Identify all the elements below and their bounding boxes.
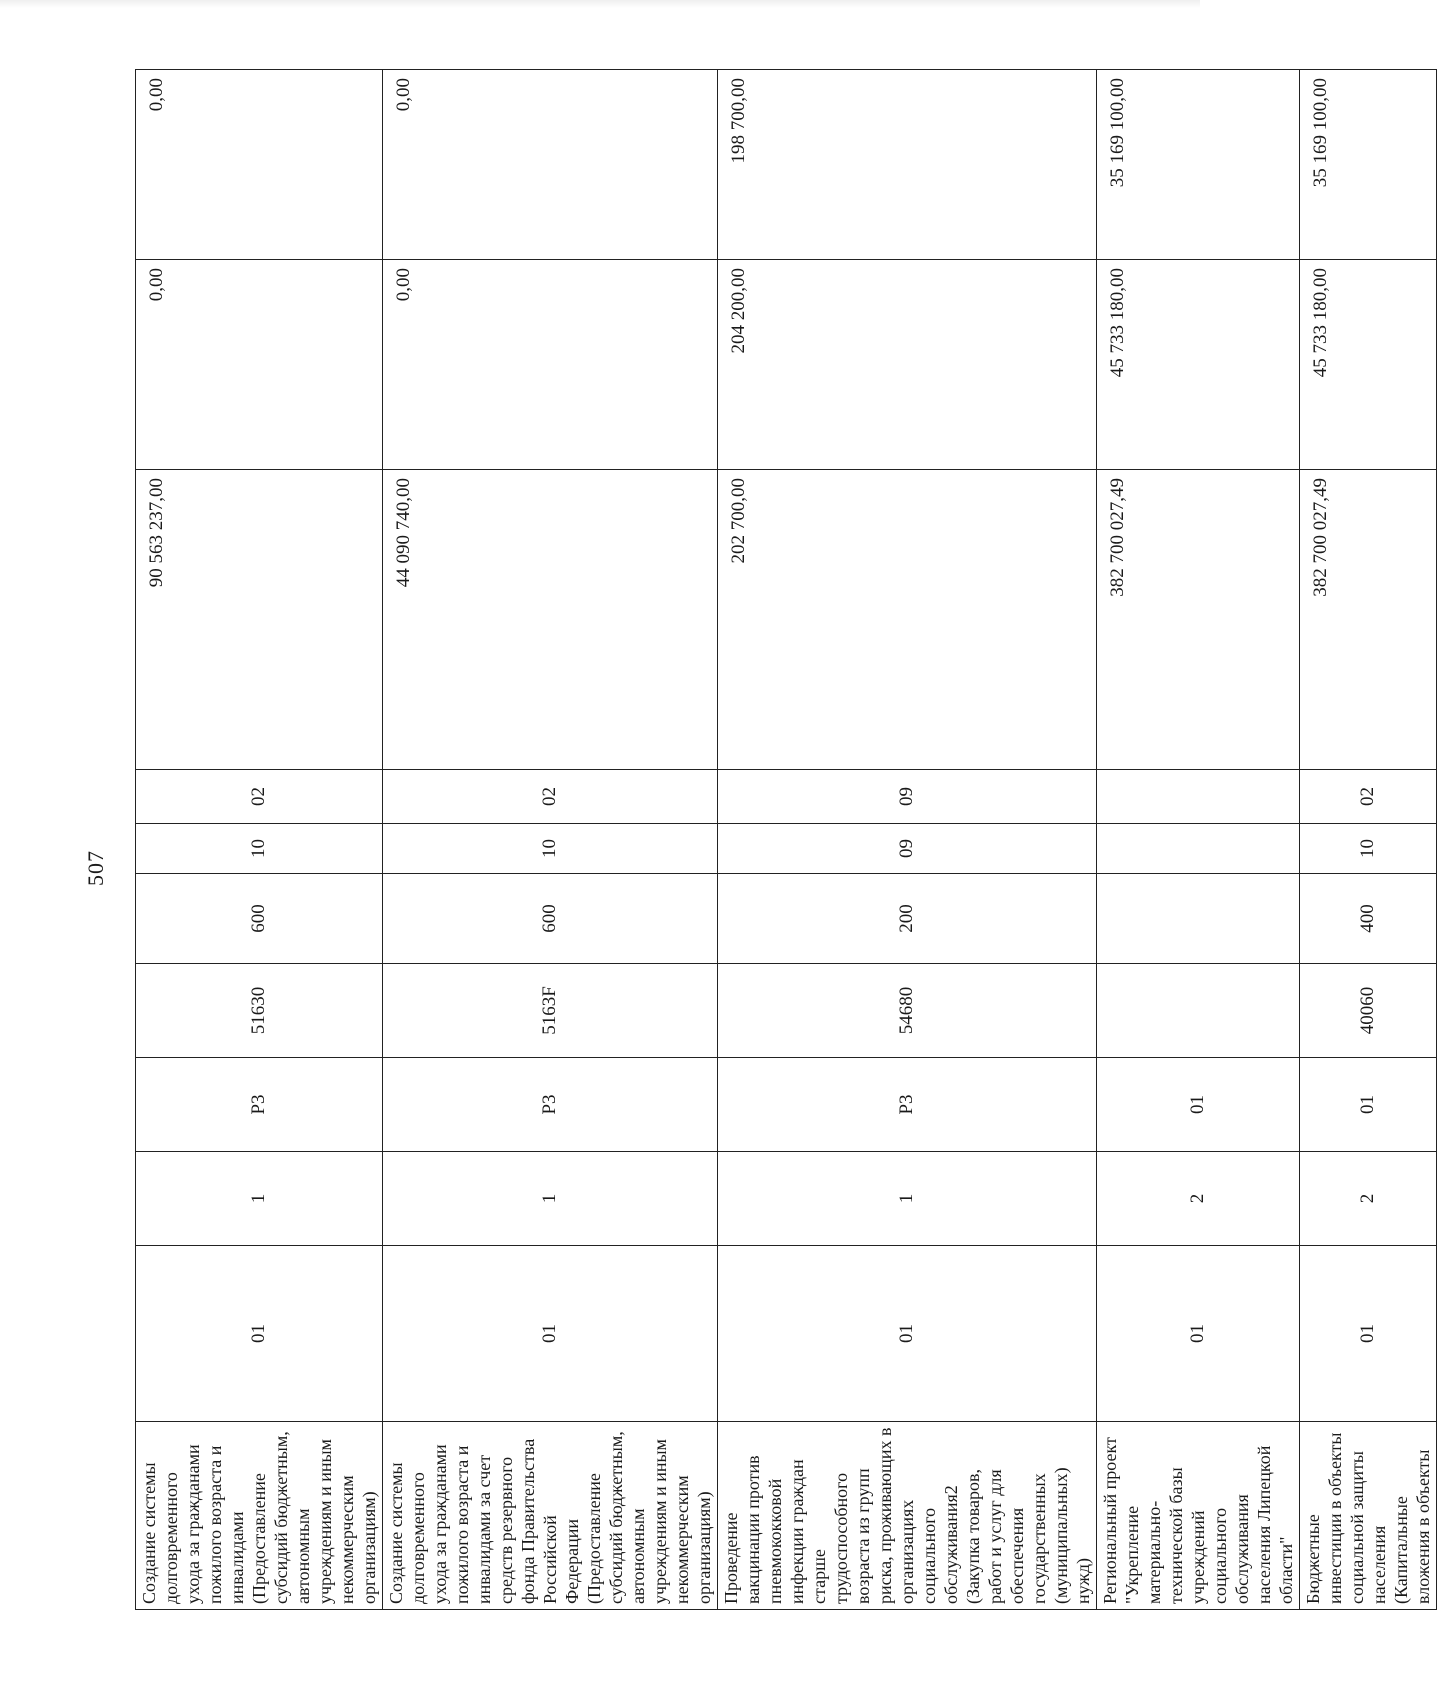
cell-program: 01 [718, 1246, 1097, 1422]
cell-section: 10 [136, 824, 383, 874]
cell-section: 10 [1300, 824, 1437, 874]
cell-subprogram: 2 [1097, 1152, 1300, 1246]
cell-amount-2: 45 733 180,00 [1300, 260, 1437, 470]
cell-project: 01 [1300, 1058, 1437, 1152]
table-row [1097, 70, 1300, 1610]
cell-section: 09 [718, 824, 1097, 874]
cell-direction: 51630 [136, 964, 383, 1058]
table-row [136, 70, 383, 1610]
scan-edge [0, 0, 1200, 8]
cell-amount-2: 0,00 [136, 260, 383, 470]
cell-amount-1: 90 563 237,00 [136, 470, 383, 770]
cell-expense-type: 200 [718, 874, 1097, 964]
cell-amount-2: 0,00 [383, 260, 718, 470]
cell-subprogram: 2 [1300, 1152, 1437, 1246]
cell-subprogram: 1 [383, 1152, 718, 1246]
cell-section [1097, 824, 1300, 874]
cell-subprogram: 1 [718, 1152, 1097, 1246]
cell-amount-3: 0,00 [136, 70, 383, 260]
cell-program: 01 [1300, 1246, 1437, 1422]
cell-section: 10 [383, 824, 718, 874]
cell-project: P3 [136, 1058, 383, 1152]
row-description: Создание системы долговременного ухода за гражданами пожилого возраста и инвалидами (Предоставление субсидий бюджетным, автономным учреждениям и иным некоммерческим организациям) [136, 1422, 383, 1610]
cell-expense-type [1097, 874, 1300, 964]
row-description: Региональный проект "Укрепление материально-технической базы учреждений социального обслуживания населения Липецкой области" [1097, 1422, 1300, 1610]
cell-amount-3: 35 169 100,00 [1300, 70, 1437, 260]
cell-amount-1: 44 090 740,00 [383, 470, 718, 770]
cell-amount-1: 382 700 027,49 [1300, 470, 1437, 770]
cell-project: P3 [718, 1058, 1097, 1152]
cell-program: 01 [383, 1246, 718, 1422]
cell-subsection: 02 [136, 770, 383, 824]
table-row [383, 70, 718, 1610]
cell-amount-3: 35 169 100,00 [1097, 70, 1300, 260]
cell-direction: 54680 [718, 964, 1097, 1058]
cell-amount-3: 0,00 [383, 70, 718, 260]
budget-table [135, 69, 1437, 1610]
cell-project: P3 [383, 1058, 718, 1152]
rotated-table-wrapper [135, 70, 1433, 1610]
cell-program: 01 [1097, 1246, 1300, 1422]
cell-subsection: 02 [1300, 770, 1437, 824]
cell-amount-1: 202 700,00 [718, 470, 1097, 770]
table-row [718, 70, 1097, 1610]
cell-subsection: 09 [718, 770, 1097, 824]
cell-amount-2: 45 733 180,00 [1097, 260, 1300, 470]
row-description: Создание системы долговременного ухода за гражданами пожилого возраста и инвалидами за счет средств резервного фонда Правительства Российской Федерации (Предоставление субсидий бюджетным, автономным учреждениям и иным некоммерческим организациям) [383, 1422, 718, 1610]
row-description: Проведение вакцинации против пневмококковой инфекции граждан старше трудоспособного возраста из групп риска, проживающих в организациях социального обслуживания2 (Закупка товаров, работ и услуг для обеспечения государственных (муниципальных) нужд) [718, 1422, 1097, 1610]
cell-direction: 40060 [1300, 964, 1437, 1058]
cell-expense-type: 600 [136, 874, 383, 964]
cell-amount-3: 198 700,00 [718, 70, 1097, 260]
cell-direction: 5163F [383, 964, 718, 1058]
cell-direction [1097, 964, 1300, 1058]
cell-expense-type: 400 [1300, 874, 1437, 964]
cell-amount-2: 204 200,00 [718, 260, 1097, 470]
cell-subsection: 02 [383, 770, 718, 824]
cell-expense-type: 600 [383, 874, 718, 964]
row-description: Бюджетные инвестиции в объекты социальной защиты населения (Капитальные вложения в объекты [1300, 1422, 1437, 1610]
cell-amount-1: 382 700 027,49 [1097, 470, 1300, 770]
cell-subprogram: 1 [136, 1152, 383, 1246]
page-number: 507 [83, 850, 108, 886]
cell-subsection [1097, 770, 1300, 824]
table-row [1300, 70, 1437, 1610]
cell-program: 01 [136, 1246, 383, 1422]
cell-project: 01 [1097, 1058, 1300, 1152]
